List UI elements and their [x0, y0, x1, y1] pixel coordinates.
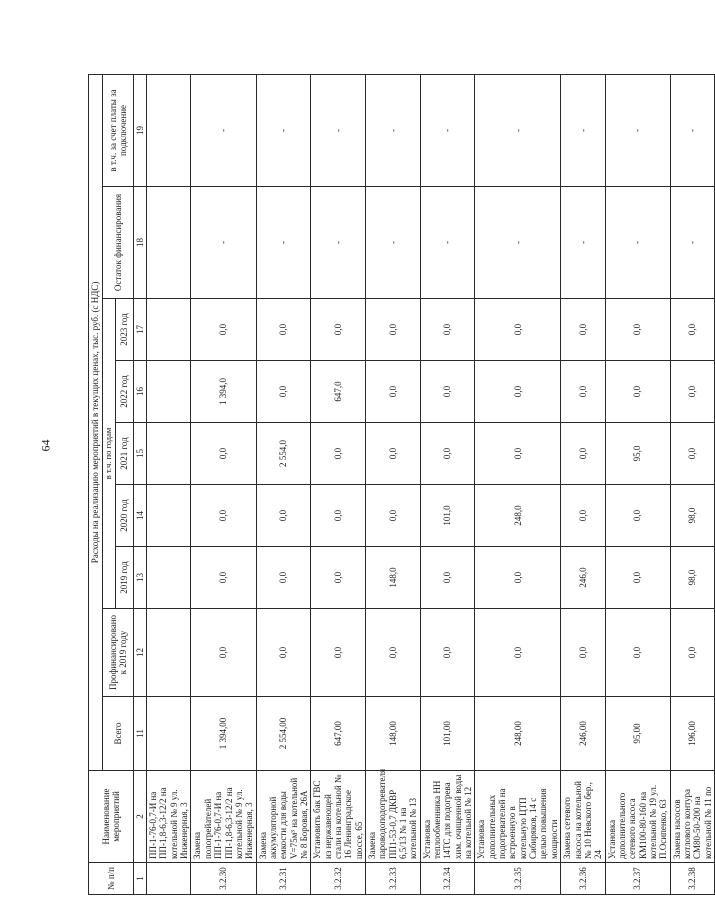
- row-remaining: -: [420, 187, 475, 299]
- row-funded: 0,0: [311, 609, 366, 697]
- row-2020: 0,0: [605, 485, 670, 547]
- table-row: [256, 74, 311, 894]
- col-number: 11: [133, 697, 146, 771]
- row-2021: 0,0: [420, 423, 475, 485]
- row-remaining: -: [605, 187, 670, 299]
- row-total: 148,00: [365, 697, 420, 771]
- row-2022: 1 394,0: [191, 361, 256, 423]
- row-2021: 0,0: [311, 423, 366, 485]
- row-2019: 0,0: [256, 547, 311, 609]
- row-total: 101,00: [420, 697, 475, 771]
- row-2021: 0,0: [365, 423, 420, 485]
- table-body: [147, 74, 715, 894]
- col-number: 19: [133, 74, 146, 186]
- col-number: 1: [133, 863, 146, 895]
- row-2020: 0,0: [256, 485, 311, 547]
- row-name: Замена пароводоподогревателя ПП1-53-0,7 ДКВР 6,5/13 № 1 на котельной № 13: [365, 771, 420, 863]
- table-row: [311, 74, 366, 894]
- col-number: 14: [133, 485, 146, 547]
- table-row: [670, 74, 714, 894]
- row-2019: 0,0: [475, 547, 561, 609]
- header-year-2020: 2020 год: [115, 485, 133, 547]
- header-year-2021: 2021 год: [115, 423, 133, 485]
- row-connection-fee: -: [420, 74, 475, 186]
- row-total: 1 394,00: [191, 697, 256, 771]
- header-year-2022: 2022 год: [115, 361, 133, 423]
- row-2023: 0,0: [365, 299, 420, 361]
- row-2019: 98,0: [670, 547, 714, 609]
- page-number: 64: [38, 439, 53, 452]
- row-2021: 2 554,0: [256, 423, 311, 485]
- row-number: 3.2.30: [191, 863, 256, 895]
- row-funded: 0,0: [605, 609, 670, 697]
- row-2023: 0,0: [420, 299, 475, 361]
- row-number: 3.2.38: [670, 863, 714, 895]
- row-2023: 0,0: [670, 299, 714, 361]
- row-funded: 0,0: [191, 609, 256, 697]
- row-total: [147, 697, 191, 771]
- row-name: ПП-1-76-0,7-И на ПП-1,8-6,3-12/2 на котельной № 9 ул. Инженерная, 3: [147, 771, 191, 863]
- row-2023: 0,0: [311, 299, 366, 361]
- row-2019: 246,0: [561, 547, 605, 609]
- row-number: 3.2.36: [561, 863, 605, 895]
- row-connection-fee: -: [605, 74, 670, 186]
- row-name: Установка теплообменника НН 14ТС для подогрева хим. очищенной воды на котельной № 12: [420, 771, 475, 863]
- row-2021: 95,0: [605, 423, 670, 485]
- row-2020: [147, 485, 191, 547]
- row-remaining: -: [365, 187, 420, 299]
- row-2020: 0,0: [311, 485, 366, 547]
- row-name: Замена насосов котлового контура СМ80-50-200 на котельной № 11 по: [670, 771, 714, 863]
- row-funded: 0,0: [670, 609, 714, 697]
- col-number: 15: [133, 423, 146, 485]
- header-year-2019: 2019 год: [115, 547, 133, 609]
- row-funded: 0,0: [420, 609, 475, 697]
- row-funded: 0,0: [475, 609, 561, 697]
- row-funded: [147, 609, 191, 697]
- table-row: [191, 74, 256, 894]
- header-expenses: Расходы на реализацию мероприятий в текущих ценах, тыс. руб. (с НДС): [89, 74, 103, 770]
- row-2021: 0,0: [191, 423, 256, 485]
- row-2020: 0,0: [365, 485, 420, 547]
- header-no: № п/п: [89, 863, 134, 895]
- row-2023: [147, 299, 191, 361]
- row-name: Замена сетевого насоса на котельной № 10 Невского бер., 24: [561, 771, 605, 863]
- row-remaining: -: [256, 187, 311, 299]
- row-2021: 0,0: [561, 423, 605, 485]
- header-total: Всего: [103, 697, 134, 771]
- row-2022: 0,0: [605, 361, 670, 423]
- row-2022: 0,0: [256, 361, 311, 423]
- row-total: 246,00: [561, 697, 605, 771]
- row-funded: 0,0: [256, 609, 311, 697]
- row-2022: 0,0: [561, 361, 605, 423]
- row-remaining: -: [561, 187, 605, 299]
- row-number: [147, 863, 191, 895]
- header-connection-fee: в т.ч. за счет платы за подключение: [103, 74, 134, 186]
- row-2022: 0,0: [475, 361, 561, 423]
- row-2023: 0,0: [605, 299, 670, 361]
- header-year-2023: 2023 год: [115, 299, 133, 361]
- row-2022: [147, 361, 191, 423]
- row-number: 3.2.34: [420, 863, 475, 895]
- row-connection-fee: [147, 74, 191, 186]
- header-remaining: Остаток финансирования: [103, 187, 134, 299]
- header-funded-before: Профинансировано к 2019 году: [103, 609, 134, 697]
- expenses-table: [88, 74, 715, 895]
- row-name: Установить бак ГВС из нержавеющей стали на котельной № 16 Ленинградское шоссе, 65: [311, 771, 366, 863]
- row-name: Установка дополнительного сетевого насоса КМ100-80-160 на котельной № 19 ул. П.Осипенко, 63: [605, 771, 670, 863]
- row-2020: 0,0: [191, 485, 256, 547]
- col-number: 18: [133, 187, 146, 299]
- row-2021: 0,0: [475, 423, 561, 485]
- row-2020: 0,0: [561, 485, 605, 547]
- row-2022: 647,0: [311, 361, 366, 423]
- table-row: [475, 74, 561, 894]
- row-2023: 0,0: [256, 299, 311, 361]
- row-total: 95,00: [605, 697, 670, 771]
- col-number: 13: [133, 547, 146, 609]
- row-connection-fee: -: [365, 74, 420, 186]
- row-2021: [147, 423, 191, 485]
- row-connection-fee: -: [561, 74, 605, 186]
- row-number: 3.2.33: [365, 863, 420, 895]
- row-2023: 0,0: [561, 299, 605, 361]
- row-remaining: -: [670, 187, 714, 299]
- row-remaining: -: [311, 187, 366, 299]
- col-number: 17: [133, 299, 146, 361]
- table-row: [365, 74, 420, 894]
- row-funded: 0,0: [561, 609, 605, 697]
- row-2019: 0,0: [420, 547, 475, 609]
- row-name: Установка дополнительных подогревателей на встроенную в котельную ЦТП Сибиряков, 14 с целью повышения мощности: [475, 771, 561, 863]
- row-connection-fee: -: [670, 74, 714, 186]
- row-connection-fee: -: [256, 74, 311, 186]
- row-connection-fee: -: [191, 74, 256, 186]
- row-2019: 0,0: [191, 547, 256, 609]
- row-2019: 0,0: [311, 547, 366, 609]
- rotated-table-container: [88, 75, 713, 895]
- row-2019: 148,0: [365, 547, 420, 609]
- row-2020: 101,0: [420, 485, 475, 547]
- row-total: 196,00: [670, 697, 714, 771]
- table-row: [605, 74, 670, 894]
- table-row: [561, 74, 605, 894]
- col-number: 16: [133, 361, 146, 423]
- row-2022: 0,0: [670, 361, 714, 423]
- row-2023: 0,0: [191, 299, 256, 361]
- row-funded: 0,0: [365, 609, 420, 697]
- col-number: 12: [133, 609, 146, 697]
- row-2020: 98,0: [670, 485, 714, 547]
- row-total: 647,00: [311, 697, 366, 771]
- row-number: 3.2.31: [256, 863, 311, 895]
- row-number: 3.2.37: [605, 863, 670, 895]
- row-number: 3.2.32: [311, 863, 366, 895]
- row-connection-fee: -: [311, 74, 366, 186]
- row-2022: 0,0: [420, 361, 475, 423]
- table-row: [420, 74, 475, 894]
- row-2020: 248,0: [475, 485, 561, 547]
- row-total: 248,00: [475, 697, 561, 771]
- header-by-years: в т.ч. по годам: [103, 299, 116, 609]
- row-2021: 0,0: [670, 423, 714, 485]
- row-name: Замена пологрейателей ПП-1-76-0,7-И на ПП-1,8-6,3-12/2 на котельной № 9 ул. Инженерная, 3: [191, 771, 256, 863]
- table-row: [147, 74, 191, 894]
- row-total: 2 554,00: [256, 697, 311, 771]
- row-connection-fee: -: [475, 74, 561, 186]
- row-remaining: [147, 187, 191, 299]
- header-name: Наименование мероприятий: [89, 771, 134, 863]
- row-2023: 0,0: [475, 299, 561, 361]
- row-name: Замена аккумуляторной емкости для воды V=75м³ на котельной № 8 Боровая, 26А: [256, 771, 311, 863]
- row-remaining: -: [475, 187, 561, 299]
- row-2022: 0,0: [365, 361, 420, 423]
- col-number: 2: [133, 771, 146, 863]
- row-2019: [147, 547, 191, 609]
- row-remaining: -: [191, 187, 256, 299]
- row-number: 3.2.35: [475, 863, 561, 895]
- row-2019: 0,0: [605, 547, 670, 609]
